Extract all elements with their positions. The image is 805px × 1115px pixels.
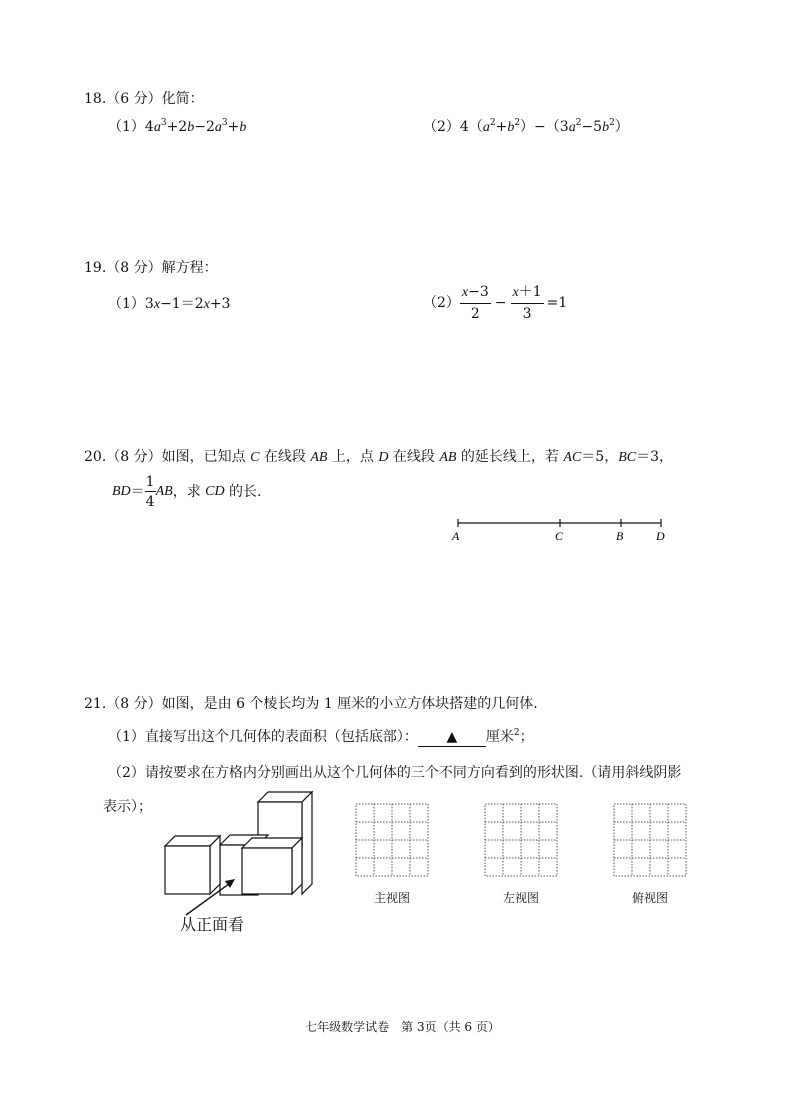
grid-left-view[interactable] xyxy=(481,802,561,882)
q19-part1: （1）3x−1＝2x+3 xyxy=(108,296,231,312)
q18-part1: $(1)4a^3+2b-2a^3+b$ xyxy=(108,118,247,135)
right-cube-front-face xyxy=(242,848,292,894)
grid-label-front: 主视图 xyxy=(373,891,410,905)
grid-top-view[interactable] xyxy=(610,802,690,882)
page-footer: 七年级数学试卷 第 3页（共 6 页） xyxy=(305,1020,500,1034)
q19-part2: （2） $\frac{x-3}{2}$ − $\frac{x+1}{3}$ =1 xyxy=(423,284,568,322)
q18-title: 18.（6 分）化简： xyxy=(84,91,204,107)
q18-part2: $(2)4(a^2+b^2)-(3a^2-5b^2)$ xyxy=(423,118,629,135)
fraction-1: $\frac{x-3}{2}$ xyxy=(461,284,489,322)
left-cube-side-face xyxy=(210,836,220,894)
grid-label-top: 俯视图 xyxy=(631,891,668,905)
grid-front-view[interactable] xyxy=(352,802,432,882)
q20-line2: BD＝ $\frac{1}{4}$ AB，求 CD 的长. xyxy=(112,474,262,510)
point-label-d: D xyxy=(656,529,665,543)
q20-line1: 20.（8 分）如图，已知点 C 在线段 AB 上，点 D 在线段 AB 的延长线上，若 AC＝5，BC＝3， xyxy=(84,449,674,465)
point-label-c: C xyxy=(555,529,564,543)
q21-line4: 表示）； xyxy=(103,799,152,815)
right-cube-side-face xyxy=(292,838,302,894)
q21-line3: （2）请按要求在方格内分别画出从这个几何体的三个不同方向看到的形状图.（请用斜线阴影 xyxy=(108,765,682,781)
left-cube-front-face xyxy=(165,846,210,894)
front-view-label: 从正面看 xyxy=(180,915,245,934)
answer-blank[interactable]: ▲ xyxy=(418,728,486,747)
point-label-b: B xyxy=(616,529,624,543)
q21-line1: 21.（8 分）如图，是由 6 个棱长均为 1 厘米的小立方体块搭建的几何体. xyxy=(84,696,538,712)
segment-diagram xyxy=(448,512,678,552)
point-label-a: A xyxy=(452,529,460,543)
q21-line2: （1）直接写出这个几何体的表面积（包括底部）： ▲ 厘米$^2$； xyxy=(108,728,534,745)
grid-label-left: 左视图 xyxy=(502,891,539,905)
top-cube-side-face xyxy=(302,792,312,894)
q19-title: 19.（8 分）解方程： xyxy=(84,260,218,276)
fraction-quarter: $\frac{1}{4}$ xyxy=(145,474,155,510)
fraction-2: $\frac{x+1}{3}$ xyxy=(512,284,542,322)
